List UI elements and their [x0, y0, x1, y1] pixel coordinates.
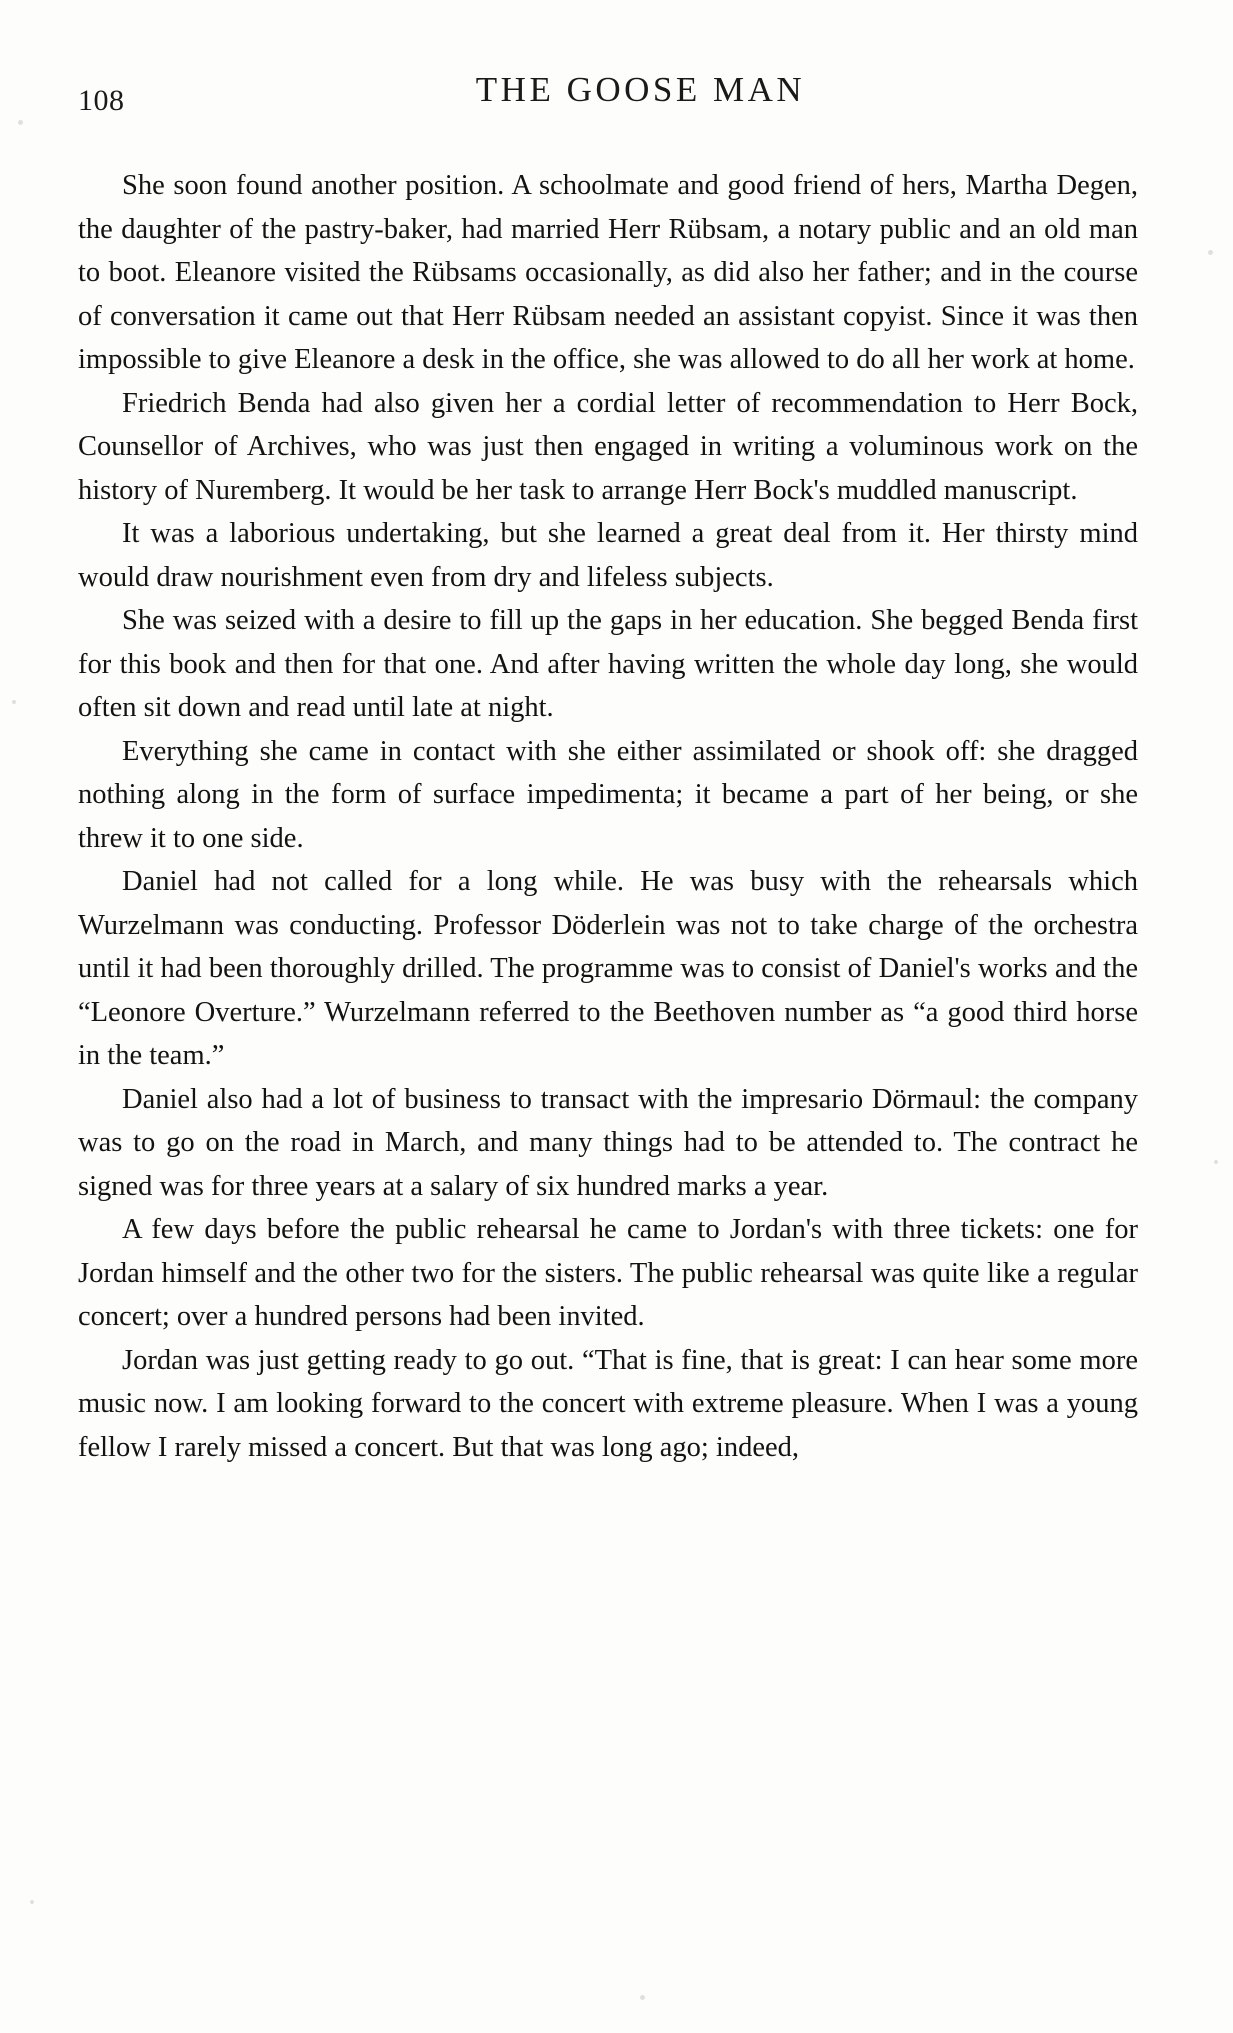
paper-speck: [1208, 250, 1213, 255]
paper-speck: [12, 700, 16, 704]
paper-speck: [640, 1995, 645, 2000]
paragraph: Jordan was just getting ready to go out. “That is fine, that is great: I can hear some more music now. I am looking forward to the concert with extreme pleasure. When I was a young fellow I rarely missed a concert. But that was long ago; indeed,: [78, 1344, 1138, 1463]
paper-speck: [18, 120, 23, 125]
paragraph: Daniel also had a lot of business to transact with the impresario Dörmaul: the company was to go on the road in March, and many things had to be attended to. The contract he signed was for three years at a salary of six hundred marks a year.: [78, 1083, 1138, 1202]
paragraph: A few days before the public rehearsal he came to Jordan's with three tickets: one for Jordan himself and the other two for the sisters. The public rehearsal was quite like a regular concert; over a hundred persons had been invited.: [78, 1214, 1138, 1332]
paragraph: Everything she came in contact with she either assimilated or shook off: she dragged nothing along in the form of surface impedimenta; it became a part of her being, or she threw it to one side.: [78, 735, 1138, 854]
book-title: THE GOOSE MAN: [475, 70, 806, 109]
page-number: 108: [78, 84, 125, 117]
paragraph: Friedrich Benda had also given her a cordial letter of recommendation to Herr Bock, Counsellor of Archives, who was just then engaged in writing a voluminous work on the history of Nuremberg. It would be her task to arrange Herr Bock's muddled manuscript.: [78, 387, 1138, 506]
paragraph: Daniel had not called for a long while. He was busy with the rehearsals which Wurzelmann was conducting. Professor Döderlein was not to take charge of the orchestra until it had been thoroughly drilled. The programme was to consist of Daniel's works and the “Leonore Overture.” Wurzelmann referred to the Beethoven number as “a good third horse in the team.”: [78, 866, 1138, 1071]
paper-speck: [30, 1900, 34, 1904]
paper-speck: [1214, 1160, 1218, 1164]
paragraph: She was seized with a desire to fill up the gaps in her education. She begged Benda first for this book and then for that one. And after having written the whole day long, she would often sit down and read until late at night.: [78, 605, 1138, 723]
paragraph: She soon found another position. A schoolmate and good friend of hers, Martha Degen, the daughter of the pastry-baker, had married Herr Rübsam, a notary public and an old man to boot. Eleanore visited the Rübsams occasionally, as did also her father; and in the course of conversation it came out that Herr Rübsam needed an assistant copyist. Since it was then impossible to give Eleanore a desk in the office, she was allowed to do all her work at home.: [78, 170, 1138, 375]
running-head: [78, 70, 1163, 140]
body-text: [78, 164, 1138, 1469]
paragraph: It was a laborious undertaking, but she learned a great deal from it. Her thirsty mind would draw nourishment even from dry and lifeless subjects.: [78, 518, 1138, 593]
